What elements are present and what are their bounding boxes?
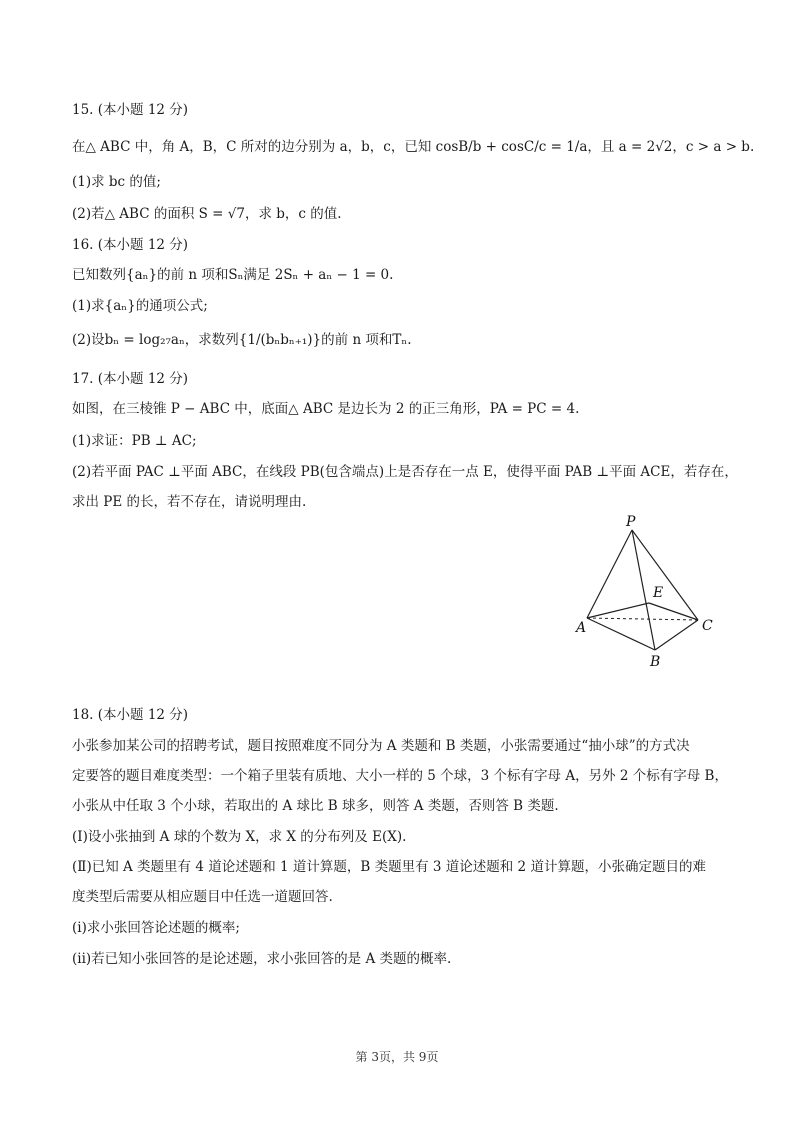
q17-stem: 如图，在三棱锥 P − ABC 中，底面△ ABC 是边长为 2 的正三角形，PA = PC = 4.	[72, 401, 580, 417]
label-c: C	[702, 618, 713, 634]
edge-ac-dashed	[587, 618, 698, 620]
q18-stem-line3: 小张从中任取 3 个小球，若取出的 A 球比 B 球多，则答 A 类题，否则答 B 类题.	[72, 798, 559, 814]
tetrahedron-figure	[570, 508, 730, 668]
edge-pc	[632, 530, 698, 620]
q16-part2: (2)设bₙ = log₂₇aₙ，求数列{1/(bₙbₙ₊₁)}的前 n 项和Tₙ.	[72, 332, 412, 348]
q18-stem-line2: 定要答的题目难度类型：一个箱子里装有质地、大小一样的 5 个球，3 个标有字母 A，另外 2 个标有字母 B，	[72, 768, 728, 784]
q18-header: 18. (本小题 12 分)	[72, 707, 189, 723]
q16-stem: 已知数列{aₙ}的前 n 项和Sₙ满足 2Sₙ + aₙ − 1 = 0.	[72, 267, 394, 283]
edge-pb	[632, 530, 655, 650]
q18-subpart-i: (i)求小张回答论述题的概率;	[72, 920, 240, 936]
q15-header: 15. (本小题 12 分)	[72, 102, 189, 118]
q18-stem-line1: 小张参加某公司的招聘考试，题目按照难度不同分为 A 类题和 B 类题，小张需要通过“抽小球”的方式决	[72, 738, 690, 754]
edge-ec	[649, 603, 698, 620]
page-footer: 第 3页，共 9页	[355, 1050, 439, 1064]
q18-part2-line2: 度类型后需要从相应题目中任选一道题回答.	[72, 889, 333, 905]
q15-stem: 在△ ABC 中，角 A，B，C 所对的边分别为 a，b，c，已知 cosB/b + cosC/c = 1/a，且 a = 2√2，c > a > b.	[72, 139, 755, 155]
q18-subpart-ii: (ii)若已知小张回答的是论述题，求小张回答的是 A 类题的概率.	[72, 951, 452, 967]
q17-part2-line2: 求出 PE 的长，若不存在，请说明理由.	[72, 494, 307, 510]
q18-part2-line1: (Ⅱ)已知 A 类题里有 4 道论述题和 1 道计算题，B 类题里有 3 道论述题和 2 道计算题，小张确定题目的难	[72, 859, 706, 875]
q15-part2: (2)若△ ABC 的面积 S = √7，求 b，c 的值.	[72, 206, 342, 222]
label-e: E	[653, 585, 664, 601]
edge-ab	[587, 618, 655, 650]
edge-pa	[587, 530, 632, 618]
edge-bc	[655, 620, 698, 650]
q17-part1: (1)求证：PB ⊥ AC;	[72, 433, 197, 449]
q16-part1: (1)求{aₙ}的通项公式;	[72, 298, 208, 314]
edge-ae	[587, 603, 649, 618]
label-b: B	[650, 654, 661, 668]
q16-header: 16. (本小题 12 分)	[72, 237, 189, 253]
label-a: A	[576, 620, 587, 636]
q18-part1: (Ⅰ)设小张抽到 A 球的个数为 X，求 X 的分布列及 E(X).	[72, 829, 407, 845]
q15-part1: (1)求 bc 的值;	[72, 174, 161, 190]
q17-header: 17. (本小题 12 分)	[72, 371, 189, 387]
q17-part2-line1: (2)若平面 PAC ⊥平面 ABC，在线段 PB(包含端点)上是否存在一点 E，使得平面 PAB ⊥平面 ACE，若存在，	[72, 464, 738, 480]
label-p: P	[626, 514, 636, 530]
